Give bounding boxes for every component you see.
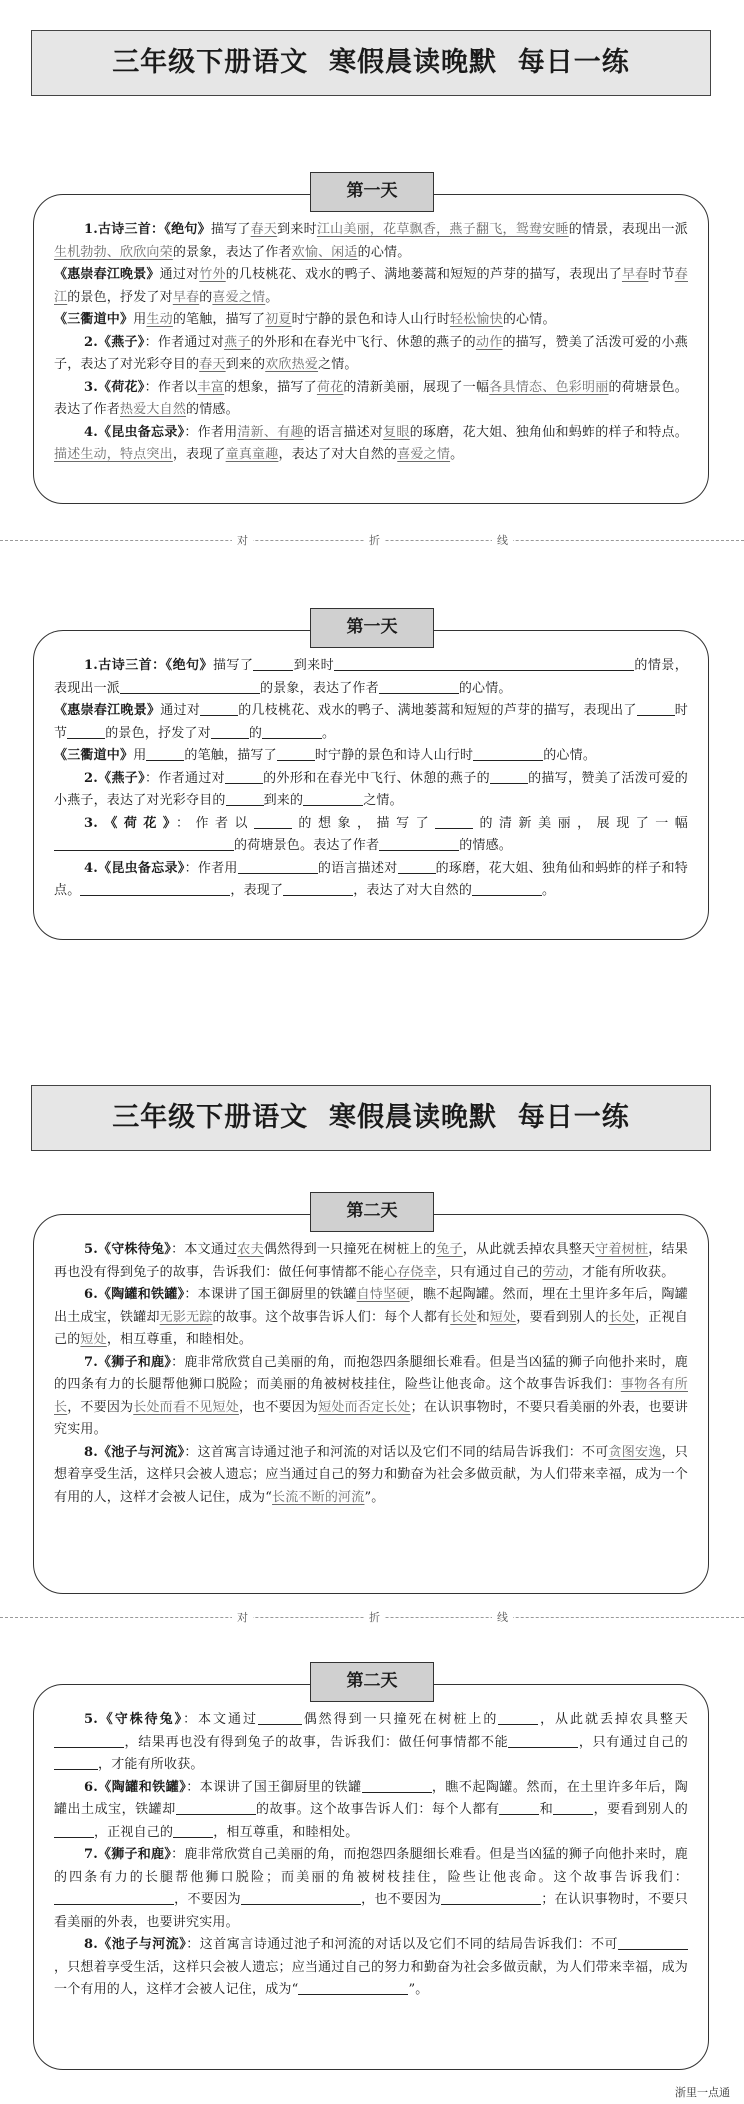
answer-text: 兔子 [436,1242,463,1257]
answer-text: 春江 [54,267,688,305]
fill-blank[interactable] [553,1800,593,1815]
answer-text: 事物各有所长 [54,1377,688,1415]
practice-card-day2 [33,1684,709,2070]
answer-text: 荷花 [316,379,344,395]
fold-label: 对 [232,1609,253,1625]
fill-blank[interactable] [80,881,230,896]
fill-blank[interactable] [379,836,459,851]
fold-label: 对 [232,532,253,548]
answer-text: 喜爱之情 [212,289,266,305]
paragraph-shizi: 7.《狮子和鹿》：鹿非常欣赏自己美丽的角，而抱怨四条腿细长难看。但是当凶猛的狮子向他扑来时，鹿的四条有力的长腿帮他狮口脱险；而美丽的角被树枝挂住，险些让他丧命。这个故事告诉我们：，不要因为 ，也不要因为 ；在认识事物时，不要只看美丽的外表，也要讲究实用。 [54,1847,688,1930]
answer-text: 生机勃勃、欣欣向荣 [54,244,173,260]
fill-blank[interactable] [54,1733,124,1748]
fill-blank[interactable] [472,881,542,896]
fill-blank[interactable] [200,701,238,716]
answer-text: 江山美丽，花草飘香，燕子翻飞，鸳鸯安睡 [316,222,569,237]
paragraph-sanqu: 《三衢道中》用生动的笔触，描写了初夏时宁静的景色和诗人山行时轻松愉快的心情。 [54,312,556,327]
paragraph-shouzhu: 5.《守株待兔》：本文通过农夫偶然得到一只撞死在树桩上的兔子，从此就丢掉农具整天守着树桩，结果再也没有得到兔子的故事，告诉我们：做任何事情都不能心存侥幸，只有通过自己的劳动，才能有所收获。 [54,1242,688,1280]
fill-blank[interactable] [637,701,675,716]
paragraph-huichong: 《惠崇春江晚景》通过对竹外的几枝桃花、戏水的鸭子、满地蒌蒿和短短的芦芽的描写，表现出了早春时节春江的景色，抒发了对早春的喜爱之情。 [54,267,688,305]
answer-text: 长处 [450,1309,477,1325]
answer-text: 欢愉、闲适 [291,244,358,260]
answer-text: 守着树桩 [595,1242,649,1257]
practice-card-day1 [33,630,709,940]
answer-text: 短处而否定长处 [318,1399,411,1415]
fill-blank[interactable] [490,769,528,784]
answer-text: 早春 [621,267,649,282]
fill-blank[interactable] [283,881,353,896]
fill-blank[interactable] [173,1823,213,1838]
fill-blank[interactable] [54,836,234,851]
fill-blank[interactable] [499,1800,539,1815]
answer-text: 清新、有趣 [237,424,304,440]
footer-watermark: 浙里一点通 [675,2086,730,2099]
fill-blank[interactable] [298,1980,408,1995]
fold-label: 线 [492,1609,513,1625]
answer-text: 长流不断的河流 [272,1489,365,1505]
paragraph-taoguan: 6.《陶罐和铁罐》：本课讲了国王御厨里的铁罐自恃坚硬，瞧不起陶罐。然而，埋在土里许多年后，陶罐出土成宝，铁罐却无影无踪的故事。这个故事告诉人们：每个人都有长处和短处，要看到别人的长处，正视自己的短处，相互尊重，和睦相处。 [54,1287,688,1347]
answer-text: 劳动 [542,1264,569,1280]
fill-blank[interactable] [362,1778,432,1793]
paragraph-kunchong: 4.《昆虫备忘录》：作者用清新、有趣的语言描述对复眼的琢磨，花大姐、独角仙和蚂蚱的样子和特点。描述生动，特点突出，表现了童真童趣，表达了对大自然的喜爱之情。 [54,424,688,462]
answer-text: 自恃坚硬 [356,1287,410,1302]
paragraph-sanqu: 《三衢道中》用 的笔触，描写了 时宁静的景色和诗人山行时 的心情。 [54,748,597,763]
fill-blank[interactable] [54,1890,174,1905]
answer-text: 心存侥幸 [384,1264,437,1280]
answer-text: 描述生动，特点突出 [54,447,173,462]
fill-blank[interactable] [498,1710,538,1725]
answer-text: 贪图安逸 [608,1444,662,1460]
fill-blank[interactable] [241,1890,361,1905]
day-tag: 第二天 [310,1192,434,1232]
answer-text: 丰富 [197,379,225,395]
answer-text: 轻松愉快 [450,312,503,327]
answer-card-day2 [33,1214,709,1594]
fill-blank[interactable] [435,814,473,829]
paragraph-jueju: 1.古诗三首：《绝句》描写了春天到来时江山美丽，花草飘香，燕子翻飞，鸳鸯安睡的情景，表现出一派生机勃勃、欣欣向荣的景象，表达了作者欢愉、闲适的心情。 [54,222,688,260]
fill-blank[interactable] [146,746,184,761]
answer-text: 无影无踪 [159,1309,213,1325]
answer-text: 春天 [199,357,226,372]
answer-text: 竹外 [199,267,226,282]
answer-text: 喜爱之情 [397,447,451,462]
paragraph-kunchong: 4.《昆虫备忘录》：作者用 的语言描述对 的琢磨，花大姐、独角仙和蚂蚱的样子和特点。 ，表现了 ，表达了对大自然的 。 [54,860,688,898]
paragraph-yanzi: 2.《燕子》：作者通过对 的外形和在春光中飞行、休憩的燕子的 的描写，赞美了活泼可爱的小燕子，表达了对光彩夺目的 到来的 之情。 [54,770,689,808]
day-tag: 第一天 [310,608,434,648]
fill-blank[interactable] [120,679,260,694]
fill-blank[interactable] [258,1710,302,1725]
answer-text: 农夫 [237,1242,264,1257]
answer-text: 长处 [608,1309,636,1325]
fill-blank[interactable] [262,724,322,739]
answer-text: 动作 [475,334,503,350]
answer-text: 春天 [250,222,278,237]
fill-blank[interactable] [334,656,634,671]
answer-text: 复眼 [383,424,410,440]
fill-blank[interactable] [225,769,263,784]
answer-text: 短处 [489,1309,517,1325]
fill-blank[interactable] [54,1823,94,1838]
fill-blank[interactable] [226,791,264,806]
answer-text: 长处而看不见短处 [133,1399,239,1415]
fill-blank[interactable] [398,859,436,874]
answer-text: 早春 [172,289,200,305]
fill-blank[interactable] [508,1733,578,1748]
answer-card-day1 [33,194,709,504]
fill-blank[interactable] [54,1755,98,1770]
paragraph-hehua: 3.《荷花》：作者以 的想象，描写了 的清新美丽，展现了一幅的荷塘景色。表达了作者 的情感。 [54,813,688,858]
day-tag: 第一天 [310,172,434,212]
answer-text: 燕子 [224,334,251,350]
fill-blank[interactable] [67,724,105,739]
fill-blank[interactable] [254,814,292,829]
fold-label: 折 [364,532,385,548]
answer-text: 短处 [80,1332,107,1347]
day-tag: 第二天 [310,1662,434,1702]
answer-text: 童真童趣 [225,447,279,462]
answer-text: 热爱大自然 [120,402,187,417]
fill-blank[interactable] [441,1890,541,1905]
paragraph-huichong: 《惠崇春江晚景》通过对 的几枝桃花、戏水的鸭子、满地蒌蒿和短短的芦芽的描写，表现出了 时节 的景色，抒发了对 的 。 [54,703,688,741]
fill-blank[interactable] [473,746,543,761]
paragraph-chizi: 8.《池子与河流》：这首寓言诗通过池子和河流的对话以及它们不同的结局告诉我们：不可，只想着享受生活，这样只会被人遗忘；应当通过自己的努力和勤奋为社会多做贡献，为人们带来幸福，成为一个有用的人，这样才会被人记住，成为“ ”。 [54,1937,688,1997]
fill-blank[interactable] [238,859,318,874]
fill-blank[interactable] [211,724,249,739]
answer-text: 各具情态、色彩明丽 [489,379,609,395]
paragraph-taoguan: 6.《陶罐和铁罐》：本课讲了国王御厨里的铁罐 ，瞧不起陶罐。然而，在土里许多年后，陶罐出土成宝，铁罐却 的故事。这个故事告诉人们：每个人都有 和 ，要看到别人的，正视自己的 ，相互尊重，和睦相处。 [54,1779,688,1840]
paragraph-shouzhu: 5.《守株待兔》：本文通过 偶然得到一只撞死在树桩上的 ，从此就丢掉农具整天，结果再也没有得到兔子的故事，告诉我们：做任何事情都不能 ，只有通过自己的，才能有所收获。 [54,1709,688,1777]
page-title-banner: 三年级下册语文 寒假晨读晚默 每日一练 [31,1085,711,1151]
fill-blank[interactable] [303,791,363,806]
answer-text: 生动 [146,312,173,327]
paragraph-jueju: 1.古诗三首：《绝句》描写了 到来时 的情景，表现出一派 的景象，表达了作者 的心情。 [54,658,688,696]
fill-blank[interactable] [176,1800,256,1815]
paragraph-chizi: 8.《池子与河流》：这首寓言诗通过池子和河流的对话以及它们不同的结局告诉我们：不可贪图安逸，只想着享受生活，这样只会被人遗忘；应当通过自己的努力和勤奋为社会多做贡献，为人们带来幸福，成为一个有用的人，这样才会被人记住，成为“长流不断的河流”。 [54,1444,688,1505]
page-title-banner: 三年级下册语文 寒假晨读晚默 每日一练 [31,30,711,96]
fill-blank[interactable] [253,656,293,671]
fold-label: 折 [364,1609,385,1625]
answer-text: 欢欣热爱 [265,357,319,372]
fold-label: 线 [492,532,513,548]
paragraph-hehua: 3.《荷花》：作者以丰富的想象，描写了荷花的清新美丽，展现了一幅各具情态、色彩明丽的荷塘景色。表达了作者热爱大自然的情感。 [54,379,689,417]
answer-text: 初夏 [265,312,292,327]
fill-blank[interactable] [618,1935,688,1950]
fill-blank[interactable] [379,679,459,694]
fill-blank[interactable] [277,746,315,761]
paragraph-shizi: 7.《狮子和鹿》：鹿非常欣赏自己美丽的角，而抱怨四条腿细长难看。但是当凶猛的狮子向他扑来时，鹿的四条有力的长腿帮他狮口脱险；而美丽的角被树枝挂住，险些让他丧命。这个故事告诉我们：事物各有所长，不要因为长处而看不见短处，也不要因为短处而否定长处；在认识事物时，不要只看美丽的外表，也要讲究实用。 [54,1354,689,1437]
paragraph-yanzi: 2.《燕子》：作者通过对燕子的外形和在春光中飞行、休憩的燕子的动作的描写，赞美了活泼可爱的小燕子，表达了对光彩夺目的春天到来的欢欣热爱之情。 [54,334,688,372]
